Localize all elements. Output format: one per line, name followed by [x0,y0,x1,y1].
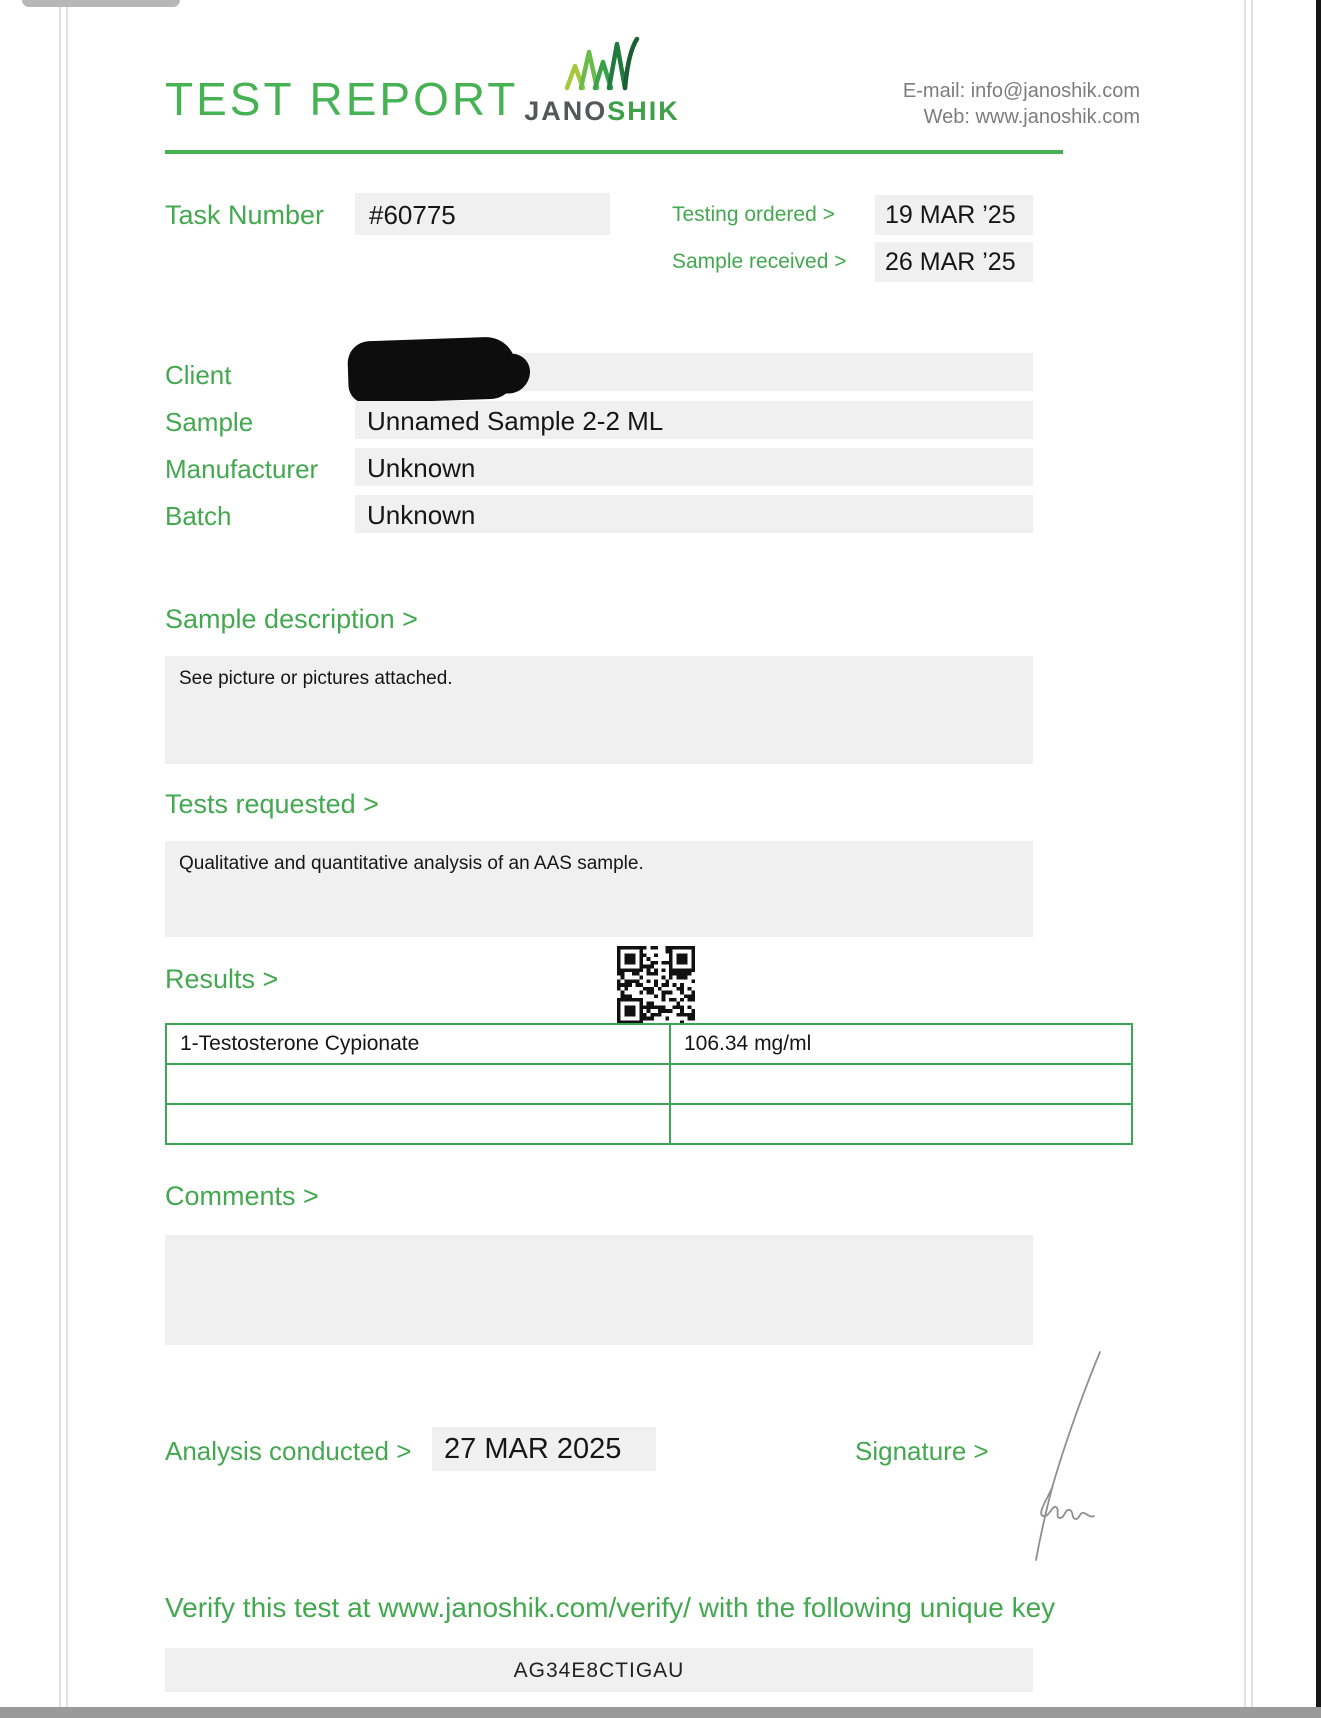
email-label: E-mail: [902,80,966,102]
comments-heading: Comments > [165,1181,319,1211]
result-substance-cell: 1-Testosterone Cypionate [166,1024,670,1064]
result-substance-cell [166,1104,670,1144]
sample-received-box [875,242,1033,282]
brand-name [520,96,684,127]
manufacturer-value: Unknown [367,453,476,483]
signature-label: Signature > [855,1436,989,1466]
results-heading: Results > [165,964,279,994]
unique-key-value: AG34E8CTIGAU [513,1659,685,1682]
page-edge-line-right-2 [1251,0,1253,1718]
analysis-date-value: 27 MAR 2025 [444,1433,622,1465]
brand-name-dark: JANO [524,96,608,126]
table-row [166,1064,1132,1104]
web-label: Web: [923,106,970,128]
client-label: Client [165,360,232,390]
batch-label: Batch [165,501,232,531]
table-row [166,1104,1132,1144]
testing-ordered-box [875,195,1033,235]
analysis-conducted-label: Analysis conducted > [165,1436,412,1466]
page-edge-line-left-1 [59,0,61,1718]
page-edge-line-left-2 [66,0,68,1718]
sample-label: Sample [165,407,254,437]
sample-description-heading: Sample description > [165,604,418,634]
result-value-cell: 106.34 mg/ml [670,1024,1132,1064]
brand-name-green: SHIK [607,96,680,126]
janoshik-logo-icon [562,36,640,92]
page-edge-line-right-1 [1244,0,1246,1718]
client-redaction-mark-2 [429,349,531,394]
manufacturer-value-box [355,448,1033,486]
sample-received-label: Sample received > [672,250,847,273]
task-number-box [355,193,610,235]
result-value-cell [670,1064,1132,1104]
testing-ordered-value: 19 MAR ’25 [885,201,1016,229]
comments-text [165,1235,1033,1247]
testing-ordered-label: Testing ordered > [672,203,835,226]
manufacturer-label: Manufacturer [165,454,319,484]
batch-value: Unknown [367,500,476,530]
contact-web-line [903,104,1140,130]
analysis-date-box [432,1427,656,1471]
results-table [165,1023,1133,1145]
page-title: TEST REPORT [165,73,519,125]
qr-code [617,946,695,1024]
signature-mark [1000,1348,1125,1568]
task-number-label: Task Number [165,200,325,230]
table-row [166,1024,1132,1064]
sample-received-value: 26 MAR ’25 [885,248,1016,276]
unique-key-box [165,1648,1033,1692]
screen-edge-strip [1316,0,1321,1718]
tests-requested-text: Qualitative and quantitative analysis of an AAS sample. [179,853,644,874]
scroll-tab-artifact [22,0,180,7]
sample-description-box [165,656,1033,764]
sample-value-box [355,401,1033,439]
result-value-cell [670,1104,1132,1144]
verify-instruction: Verify this test at www.janoshik.com/verify/ with the following unique key [165,1592,1056,1623]
sample-description-text: See picture or pictures attached. [179,668,453,689]
comments-box [165,1235,1033,1345]
tests-requested-heading: Tests requested > [165,789,379,819]
header-divider-rule [165,150,1063,154]
batch-value-box [355,495,1033,533]
web-value: www.janoshik.com [975,106,1140,128]
email-value: info@janoshik.com [970,80,1140,102]
sample-value: Unnamed Sample 2-2 ML [367,406,664,436]
task-number-value: #60775 [369,200,456,230]
tests-requested-box [165,841,1033,937]
contact-email-line [903,78,1140,104]
contact-block [903,78,1140,130]
result-substance-cell [166,1064,670,1104]
bottom-edge-bar [0,1707,1321,1718]
